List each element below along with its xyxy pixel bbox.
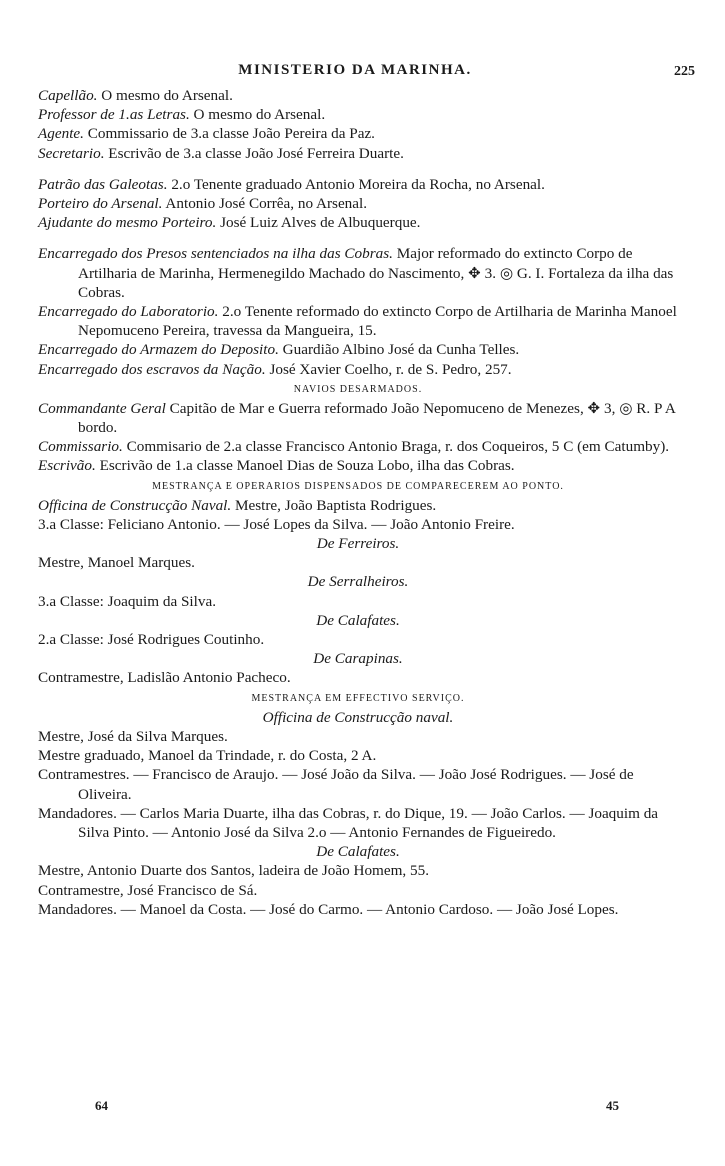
list-item: 3.a Classe: Feliciano Antonio. — José Lopes da Silva. — João Antonio Freire. xyxy=(38,515,515,533)
section-heading-navios: NAVIOS DESARMADOS. xyxy=(293,383,423,395)
list-item: Mestre, Manoel Marques. xyxy=(38,554,195,572)
running-head: MINISTERIO DA MARINHA. xyxy=(238,62,472,78)
entry-commandante: Commandante Geral Capitão de Mar e Guerra reformado João Nepomuceno de Menezes, ✥ 3, ◎ R. P A bordo. xyxy=(38,399,675,437)
section-heading-dispensados: MESTRANÇA E OPERARIOS DISPENSADOS DE COMPARECEREM AO PONTO. xyxy=(152,480,564,492)
entry-capellao: Capellão. O mesmo do Arsenal. xyxy=(38,87,233,104)
list-item: Mandadores. — Carlos Maria Duarte, ilha das Cobras, r. do Dique, 19. — João Carlos. — Joaquim da Silva Pinto. — Antonio José da Silva 2.o — Antonio Fernandes de Figueiredo. xyxy=(38,804,659,841)
page-number: 225 xyxy=(674,64,695,79)
entry-porteiro: Porteiro do Arsenal. Antonio José Corrêa, no Arsenal. xyxy=(38,195,368,213)
sub-heading-calafates: De Calafates. xyxy=(316,611,400,629)
entry-armazem: Encarregado do Armazem do Deposito. Guardião Albino José da Cunha Telles. xyxy=(38,341,520,359)
entry-presos: Encarregado dos Presos sentenciados na ilha das Cobras. Major reformado do extincto Corpo de Artilharia de Marinha, Hermenegildo Machado do Nascimento, ✥ 3. ◎ G. I. Fortaleza da ilha das Cobras. xyxy=(38,245,674,301)
list-item: Contramestre, José Francisco de Sá. xyxy=(38,881,258,899)
list-item: Contramestres. — Francisco de Araujo. — José João da Silva. — João José Rodrigues. — José de Oliveira. xyxy=(38,766,634,803)
list-item: Mestre graduado, Manoel da Trindade, r. do Costa, 2 A. xyxy=(38,747,377,765)
entry-laboratorio: Encarregado do Laboratorio. 2.o Tenente reformado do extincto Corpo de Artilharia de Marinha Manoel Nepomuceno Pereira, travessa da Mangueira, 15. xyxy=(38,303,677,340)
list-item: 3.a Classe: Joaquim da Silva. xyxy=(38,592,217,610)
list-item: Contramestre, Ladislão Antonio Pacheco. xyxy=(38,669,291,687)
sub-heading-calafates-effectivo: De Calafates. xyxy=(316,843,400,861)
entry-escravos: Encarregado dos escravos da Nação. José Xavier Coelho, r. de S. Pedro, 257. xyxy=(38,360,512,378)
section-heading-effectivo: MESTRANÇA EM EFFECTIVO SERVIÇO. xyxy=(251,692,465,704)
entry-escrivao: Escrivão. Escrivão de 1.a classe Manoel Dias de Souza Lobo, ilha das Cobras. xyxy=(38,457,515,475)
list-item: Mandadores. — Manoel da Costa. — José do Carmo. — Antonio Cardoso. — João José Lopes. xyxy=(38,900,619,918)
divider xyxy=(38,163,678,175)
signature-mark-right: 45 xyxy=(606,1098,619,1113)
sub-heading-serralheiros: De Serralheiros. xyxy=(307,573,409,591)
list-item: Mestre, Antonio Duarte dos Santos, ladeira de João Homem, 55. xyxy=(38,862,430,880)
entry-secretario: Secretario. Escrivão de 3.a classe João José Ferreira Duarte. xyxy=(38,144,404,162)
divider xyxy=(38,232,678,244)
signature-mark-left: 64 xyxy=(95,1098,108,1113)
sub-heading-officina-naval: Officina de Construcção naval. xyxy=(262,708,454,726)
entry-ajudante: Ajudante do mesmo Porteiro. José Luiz Alves de Albuquerque. xyxy=(38,214,421,232)
entry-professor: Professor de 1.as Letras. O mesmo do Arsenal. xyxy=(38,106,326,124)
sub-heading-ferreiros: De Ferreiros. xyxy=(316,535,400,553)
entry-patrao: Patrão das Galeotas. 2.o Tenente graduado Antonio Moreira da Rocha, no Arsenal. xyxy=(38,175,545,193)
entry-officina: Officina de Construcção Naval. Mestre, João Baptista Rodrigues. xyxy=(38,496,437,514)
sub-heading-carapinas: De Carapinas. xyxy=(313,650,403,668)
list-item: 2.a Classe: José Rodrigues Coutinho. xyxy=(38,631,265,649)
body-text xyxy=(38,86,678,919)
entry-agente: Agente. Commissario de 3.a classe João Pereira da Paz. xyxy=(38,125,375,143)
entry-commissario: Commissario. Commisario de 2.a classe Francisco Antonio Braga, r. dos Coqueiros, 5 C (em Catumby). xyxy=(38,438,670,456)
list-item: Mestre, José da Silva Marques. xyxy=(38,727,228,745)
